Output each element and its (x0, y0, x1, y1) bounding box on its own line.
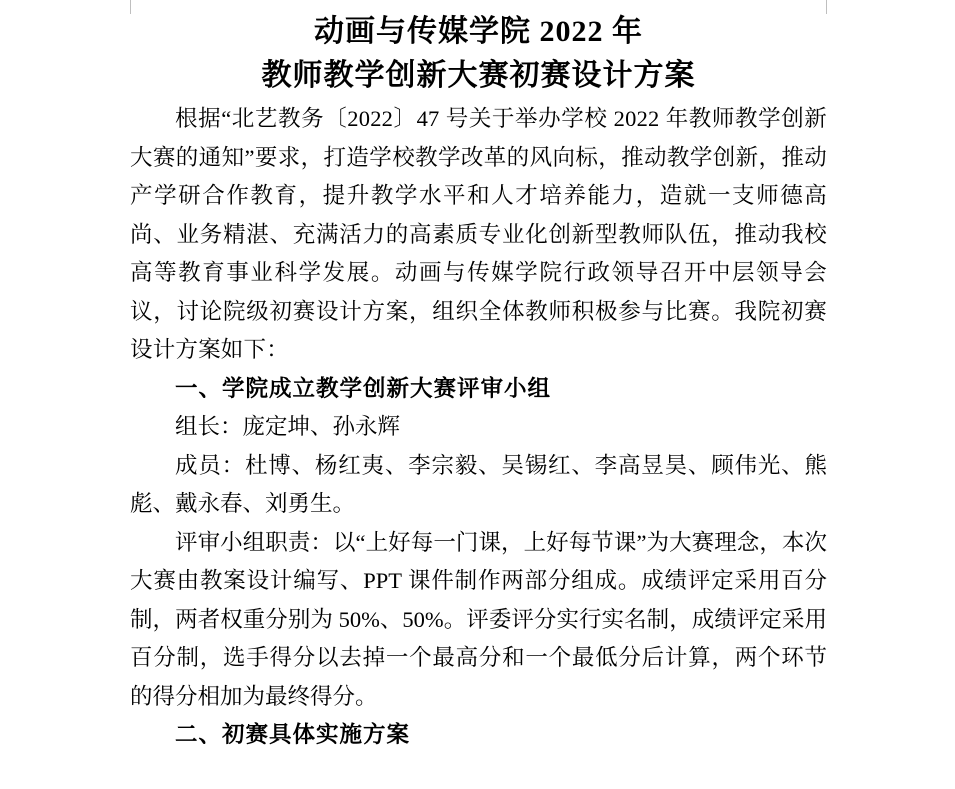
paragraph-group-members: 成员：杜博、杨红夷、李宗毅、吴锡红、李高昱昊、顾伟光、熊彪、戴永春、刘勇生。 (130, 452, 827, 516)
paragraph-group-duties: 评审小组职责：以“上好每一门课，上好每节课”为大赛理念，本次大赛由教案设计编写、PPT 课件制作两部分组成。成绩评定采用百分制，两者权重分别为 50%、50%。评委评分实行实名制，成绩评定采用百分制，选手得分以去掉一个最高分和一个最低分后计算，两个环节的得分相加为最终得分。 (130, 529, 827, 709)
section-heading-2: 二、初赛具体实施方案 (175, 722, 411, 747)
margin-guide-right (826, 0, 827, 14)
page-title-line-1: 动画与传媒学院 2022 年 (314, 15, 643, 48)
paragraph-intro: 根据“北艺教务〔2022〕47 号关于举办学校 2022 年教师教学创新大赛的通知”要求，打造学校教学改革的风向标，推动教学创新，推动产学研合作教育，提升教学水平和人才培养能力，造就一支师德高尚、业务精湛、充满活力的高素质专业化创新型教师队伍，推动我校高等教育事业科学发展。动画与传媒学院行政领导召开中层领导会议，讨论院级初赛设计方案，组织全体教师积极参与比赛。我院初赛设计方案如下： (130, 106, 827, 362)
section-heading-1: 一、学院成立教学创新大赛评审小组 (175, 375, 552, 401)
margin-guide-left (130, 0, 131, 14)
paragraph-group-leader: 组长：庞定坤、孙永辉 (175, 414, 401, 439)
page-title (130, 10, 827, 98)
page-title-line-2: 教师教学创新大赛初赛设计方案 (261, 59, 696, 92)
